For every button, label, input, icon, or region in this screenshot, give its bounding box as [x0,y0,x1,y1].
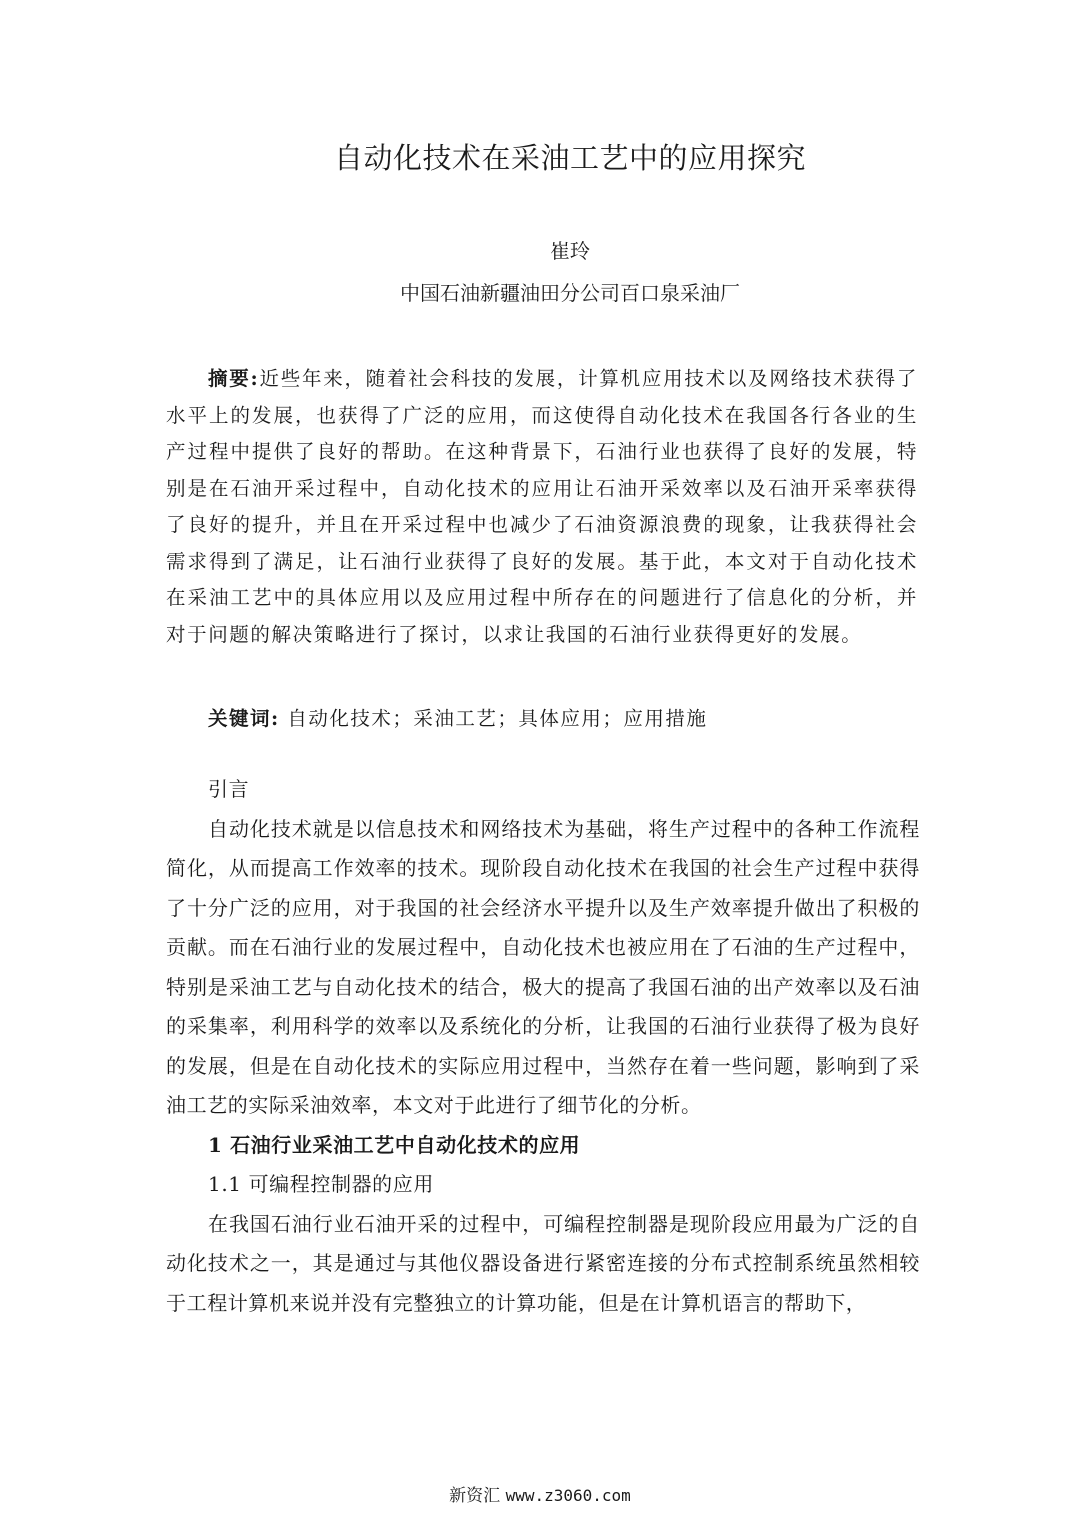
author-affiliation: 中国石油新疆油田分公司百口泉采油厂 [400,281,740,305]
footer-site-url[interactable]: www.z3060.com [505,1486,631,1505]
body-text [166,770,920,1323]
abstract [166,361,918,653]
keywords-label: 关键词: [208,707,280,730]
paper-title: 自动化技术在采油工艺中的应用探究 [333,141,806,175]
footer-site-name: 新资汇 [449,1486,501,1506]
section-1-1-heading: 1.1 可编程控制器的应用 [208,1172,434,1196]
intro-paragraph: 自动化技术就是以信息技术和网络技术为基础，将生产过程中的各种工作流程简化，从而提高工作效率的技术。现阶段自动化技术在我国的社会生产过程中获得了十分广泛的应用，对于我国的社会经济水平提升以及生产效率提升做出了积极的贡献。而在石油行业的发展过程中，自动化技术也被应用在了石油的生产过程中，特别是采油工艺与自动化技术的结合，极大的提高了我国石油的出产效率以及石油的采集率，利用科学的效率以及系统化的分析，让我国的石油行业获得了极为良好的发展，但是在自动化技术的实际应用过程中，当然存在着一些问题，影响到了采油工艺的实际采油效率，本文对于此进行了细节化的分析。 [166,816,920,1117]
page-footer [0,1484,1080,1508]
keywords [208,701,920,737]
abstract-label: 摘要: [208,367,260,390]
section-1-heading: 1 石油行业采油工艺中自动化技术的应用 [208,1132,581,1157]
section-1-1-paragraph: 在我国石油行业石油开采的过程中，可编程控制器是现阶段应用最为广泛的自动化技术之一，其是通过与其他仪器设备进行紧密连接的分布式控制系统虽然相较于工程计算机来说并没有完整独立的计算功能，但是在计算机语言的帮助下， [166,1211,920,1315]
keywords-text: 自动化技术；采油工艺；具体应用；应用措施 [287,707,708,730]
abstract-text: 近些年来，随着社会科技的发展，计算机应用技术以及网络技术获得了水平上的发展，也获得了广泛的应用，而这使得自动化技术在我国各行各业的生产过程中提供了良好的帮助。在这种背景下，石油行业也获得了良好的发展，特别是在石油开采过程中，自动化技术的应用让石油开采效率以及石油开采率获得了良好的提升，并且在开采过程中也减少了石油资源浪费的现象，让我获得社会需求得到了满足，让石油行业获得了良好的发展。基于此，本文对于自动化技术在采油工艺中的具体应用以及应用过程中所存在的问题进行了信息化的分析，并对于问题的解决策略进行了探讨，以求让我国的石油行业获得更好的发展。 [166,367,918,646]
intro-heading: 引言 [208,777,250,801]
author-name: 崔玲 [550,239,590,263]
